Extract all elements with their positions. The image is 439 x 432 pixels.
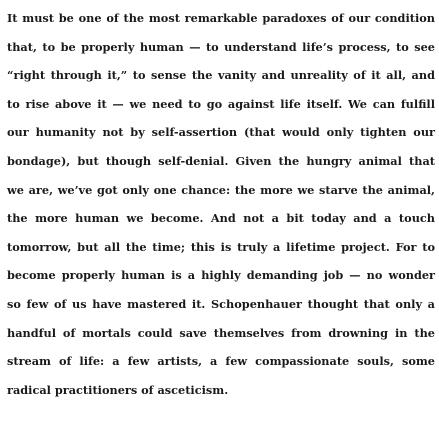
passage-line: “right through it,” to sense the vanity and unreality of it all, and: [7, 68, 435, 83]
passage-line: become properly human is a highly demanding job — no wonder: [7, 268, 435, 283]
passage-line: our humanity not by self-assertion (that would only tighten our: [7, 125, 435, 140]
passage-line: radical practitioners of asceticism.: [7, 382, 229, 397]
passage-line: bondage), but though self-denial. Given the hungry animal that: [7, 153, 435, 168]
text-passage: [7, 4, 435, 404]
passage-line: It must be one of the most remarkable paradoxes of our condition: [7, 11, 435, 25]
passage-line: handful of mortals could save themselves from drowning in the: [7, 325, 435, 340]
passage-line: so few of us have mastered it. Schopenhauer thought that only a: [7, 296, 435, 311]
passage-line: tomorrow, but all the time; this is truly a lifetime project. For to: [7, 239, 435, 254]
passage-line: that, to be properly human — to understand life’s process, to see: [7, 39, 435, 54]
passage-line: we are, we’ve got only one chance: the more we starve the animal,: [7, 182, 435, 197]
passage-line: to rise above it — we need to go against life itself. We can fulfill: [7, 96, 435, 111]
passage-line: stream of life: a few artists, a few compassionate souls, some: [7, 354, 435, 369]
passage-line: the more human we become. And not a bit today and a touch: [7, 211, 435, 226]
